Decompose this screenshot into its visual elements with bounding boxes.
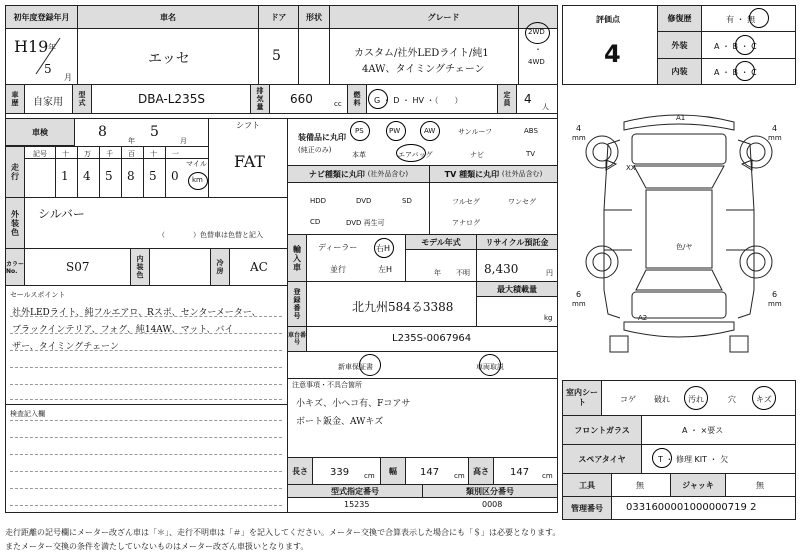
equip-leather: 本革 [352, 151, 366, 159]
drive-2wd: 2WD [528, 28, 545, 36]
tire-fl-size: 4 [576, 124, 582, 133]
first-reg-year-unit: 年 [48, 43, 56, 52]
nav-dvd-play: DVD 再生可 [346, 219, 385, 227]
car-name-header: 車名 [77, 5, 259, 29]
odo-header-line [25, 158, 208, 159]
nav-cd: CD [310, 218, 321, 226]
inspector-label: 検査記入欄 [10, 410, 45, 418]
tire-rr-unit: mm [768, 300, 782, 308]
recycle-unit: 円 [546, 269, 553, 277]
first-reg-header: 初年度登録年月 [5, 5, 78, 29]
chassis-value: L235S-0067964 [392, 333, 472, 344]
length-unit: cm [364, 472, 375, 480]
grade-row-line [702, 31, 796, 32]
equip-abs: ABS [524, 127, 538, 135]
equip-tv: TV [526, 150, 536, 158]
shaken-month: 5 [150, 124, 159, 140]
width-label: 幅 [380, 457, 406, 485]
model-year-unknown: 不明 [456, 269, 470, 277]
notes-line-2: ボート鈑金、AWキズ [296, 417, 384, 427]
notes-line-1: 小キズ、小ヘコ有、Fコアサ [296, 399, 411, 409]
diagram-label-a1: A1 [676, 114, 686, 122]
first-reg-month-unit: 月 [64, 73, 72, 82]
grade-header: グレード [329, 5, 558, 29]
equip-aw: AW [424, 127, 436, 135]
drive-4wd: 4WD [528, 58, 545, 66]
interior-b-circle [735, 61, 755, 81]
door-value: 5 [272, 48, 281, 64]
interior-color-label: 内装色 [130, 248, 150, 286]
ac-value: AC [250, 260, 268, 274]
nav-sd: SD [402, 197, 412, 205]
model-year-label: モデル年式 [405, 234, 477, 250]
odo-digit-1: 4 [83, 169, 91, 183]
nav-hdd: HDD [310, 197, 327, 205]
tire-rl-unit: mm [572, 300, 586, 308]
equip-pw: PW [389, 127, 401, 135]
odo-digit-4: 5 [149, 169, 157, 183]
seat-hole: 穴 [728, 395, 736, 404]
control-value: 0331600001000000719 2 [626, 502, 757, 513]
jack-label: ジャッキ [670, 473, 726, 497]
odo-digit-2: 5 [105, 169, 113, 183]
car-damage-diagram [562, 100, 796, 370]
shaken-year-unit: 年 [128, 137, 135, 145]
tire-fl-unit: mm [572, 134, 586, 142]
odo-code-label: 記号 [33, 150, 47, 158]
use-value: 自家用 [33, 97, 63, 108]
equipment-title: 装備品に丸印 [298, 133, 346, 142]
mile-label: マイル [186, 160, 207, 168]
model-label: 型式 [72, 84, 92, 114]
color-repaint: （ ）色替車は色替と記入 [158, 231, 263, 239]
model-year-unit: 年 [434, 269, 441, 277]
height-label: 高さ [468, 457, 494, 485]
height-value: 147 [510, 467, 530, 478]
tire-rr-size: 6 [772, 290, 778, 299]
odo-digit-3: 8 [127, 169, 135, 183]
model-value: DBA-L235S [138, 92, 205, 106]
odo-divider-1 [77, 146, 78, 198]
recycle-label: リサイクル預託金 [476, 234, 558, 250]
odo-divider-5 [165, 146, 166, 198]
shaken-month-unit: 月 [180, 137, 187, 145]
shaken-label: 車検 [5, 118, 75, 146]
load-label: 最大積載量 [476, 281, 558, 297]
shift-label: シフト [236, 121, 260, 130]
score-value: 4 [604, 40, 621, 68]
tools-value: 無 [636, 481, 644, 490]
load-unit: kg [544, 314, 553, 322]
equip-ps: PS [355, 127, 364, 135]
seat-label: 室内シート [562, 380, 602, 416]
ac-label: 冷房 [210, 248, 230, 286]
ruled-line-4 [10, 384, 282, 385]
designation-label: 型式指定番号 [287, 484, 423, 498]
record-manual: 車両取説 [476, 363, 504, 371]
disp-unit: cc [334, 100, 342, 108]
jack-value: 無 [756, 481, 764, 490]
tv-analog: アナログ [452, 219, 480, 227]
use-label: 車歴 [5, 84, 25, 114]
tire-fr-size: 4 [772, 124, 778, 133]
capacity-unit: 人 [542, 103, 549, 111]
shift-value: FAT [234, 152, 266, 171]
tv-fullseg: フルセグ [452, 198, 480, 206]
tv-oneseg: ワンセグ [508, 198, 536, 206]
registration-value: 北九州584る3388 [352, 300, 454, 314]
car-name-value: エッセ [148, 51, 190, 67]
grade-line-2: 4AW、タイミングチェーン [362, 64, 485, 75]
capacity-value: 4 [524, 92, 532, 106]
fuel-options: G ・ D ・ HV ・（ ） [374, 96, 463, 105]
shape-header: 形状 [298, 5, 330, 29]
equip-navi: ナビ [470, 151, 484, 159]
designation-value: 15235 [344, 500, 370, 509]
equipment-sub: (純正のみ) [298, 146, 332, 154]
tire-fr-unit: mm [768, 134, 782, 142]
handle-right: 右H [376, 244, 391, 253]
shape-cell [298, 28, 330, 85]
record-new: 新車保証書 [338, 363, 373, 371]
first-reg-month: 5 [44, 62, 52, 76]
seat-burn: コゲ [620, 395, 636, 404]
diagram-label-xx: XX [626, 164, 636, 172]
spare-label: スペアタイヤ [562, 444, 642, 474]
nav-title: ナビ種類に丸印 (社外品含む) [287, 165, 430, 183]
width-unit: cm [454, 472, 465, 480]
color-code-label: カラーNo. [5, 248, 25, 286]
km-label: km [192, 176, 203, 184]
drive-dot: ・ [534, 45, 542, 54]
nav-dvd: DVD [356, 197, 372, 205]
odo-header-4: 十 [150, 150, 157, 158]
exterior-abc: A ・ B ・ C [714, 42, 757, 51]
mileage-label: 走行 [5, 146, 25, 198]
fuel-label: 燃料 [347, 84, 367, 114]
import-label: 輸入車 [287, 234, 307, 282]
door-header: ドア [258, 5, 299, 29]
repair-label: 修復歴 [657, 5, 702, 32]
color-label: 外装色 [5, 197, 25, 249]
first-reg-era: H19 [14, 37, 49, 56]
registration-label: 登録番号 [287, 281, 307, 327]
glass-options: A ・ ×要ス [682, 426, 724, 435]
capacity-label: 定員 [497, 84, 517, 114]
odo-header-0: 十 [62, 150, 69, 158]
length-label: 長さ [287, 457, 313, 485]
repair-options: 有 ・ 無 [726, 15, 756, 24]
color-code-value: S07 [66, 260, 90, 274]
sales-point-line-1: 社外LEDライト、純フルエアロ、Rスポ、センターメーター、 [12, 308, 261, 318]
odo-header-1: 万 [84, 150, 91, 158]
repair-none-circle [749, 8, 769, 28]
height-unit: cm [542, 472, 553, 480]
interior-label: 内装 [657, 58, 702, 85]
odo-digit-5: 0 [171, 169, 179, 183]
records-block [287, 351, 558, 379]
width-value: 147 [420, 467, 440, 478]
footer-line-1: 走行距離の記号欄にメーター改ざん車は「＊」、走行不明車は「＃」を記入してください。メーター交換で合算表示した場合にも「＄」は必要となります。 [5, 528, 561, 537]
category-label: 類別区分番号 [422, 484, 558, 498]
import-parallel: 並行 [330, 265, 346, 274]
interior-abc: A ・ B ・ C [714, 68, 757, 77]
grade-line-1: カスタム/社外LEDライト/純1 [354, 48, 489, 59]
score-label: 評価点 [596, 15, 620, 24]
sales-point-line-3: ザー、タイミングチェーン [12, 342, 119, 352]
shaken-year: 8 [98, 124, 107, 140]
seat-stain: 汚れ [688, 395, 704, 404]
diagram-label-color: 色/ヤ [676, 243, 693, 251]
odo-divider-3 [121, 146, 122, 198]
odo-header-3: 百 [128, 150, 135, 158]
inspector-block [5, 404, 288, 513]
odo-digit-0: 1 [61, 169, 69, 183]
glass-label: フロントガラス [562, 415, 642, 445]
spare-options: T ・ 修理 KIT ・ 欠 [658, 455, 729, 464]
equip-sunroof: サンルーフ [458, 128, 493, 136]
odo-divider-4 [143, 146, 144, 198]
tire-rl-size: 6 [576, 290, 582, 299]
ruled-line-3 [10, 367, 282, 368]
seat-tear: 破れ [654, 395, 670, 404]
equip-airbag: エアバッグ [398, 151, 433, 159]
tv-title: TV 種類に丸印 (社外品含む) [429, 165, 558, 183]
exterior-label: 外装 [657, 31, 702, 59]
grade-row-line-2 [702, 58, 796, 59]
tools-label: 工具 [562, 473, 612, 497]
exterior-b-circle [735, 35, 755, 55]
control-label: 管理番号 [562, 496, 612, 520]
color-value: シルバー [38, 207, 85, 221]
footer-line-2: またメーター交換の条件を満たしていないものはメーター改ざん車扱いとなります。 [5, 542, 309, 551]
chassis-label: 車台番号 [287, 326, 307, 352]
notes-label: 注意事項・不具合箇所 [292, 381, 362, 389]
disp-value: 660 [290, 92, 313, 106]
length-value: 339 [330, 467, 350, 478]
recycle-value: 8,430 [484, 262, 519, 276]
odo-header-2: 千 [106, 150, 113, 158]
odo-header-5: 一 [172, 150, 179, 158]
disp-label: 排気量 [250, 84, 270, 114]
handle-left: 左H [378, 265, 393, 274]
sales-point-label: セールスポイント [10, 291, 66, 299]
sales-point-line-2: ブラックインテリア、フォグ、純14AW、マット、バイ [12, 325, 234, 335]
seat-scratch: キズ [756, 395, 772, 404]
category-value: 0008 [482, 500, 503, 509]
import-dealer: ディーラー [318, 243, 358, 252]
odo-divider-0 [55, 146, 56, 198]
odo-top-line [25, 146, 208, 147]
diagram-label-a2: A2 [638, 314, 648, 322]
odo-divider-2 [99, 146, 100, 198]
ruled-line-5 [10, 399, 282, 400]
